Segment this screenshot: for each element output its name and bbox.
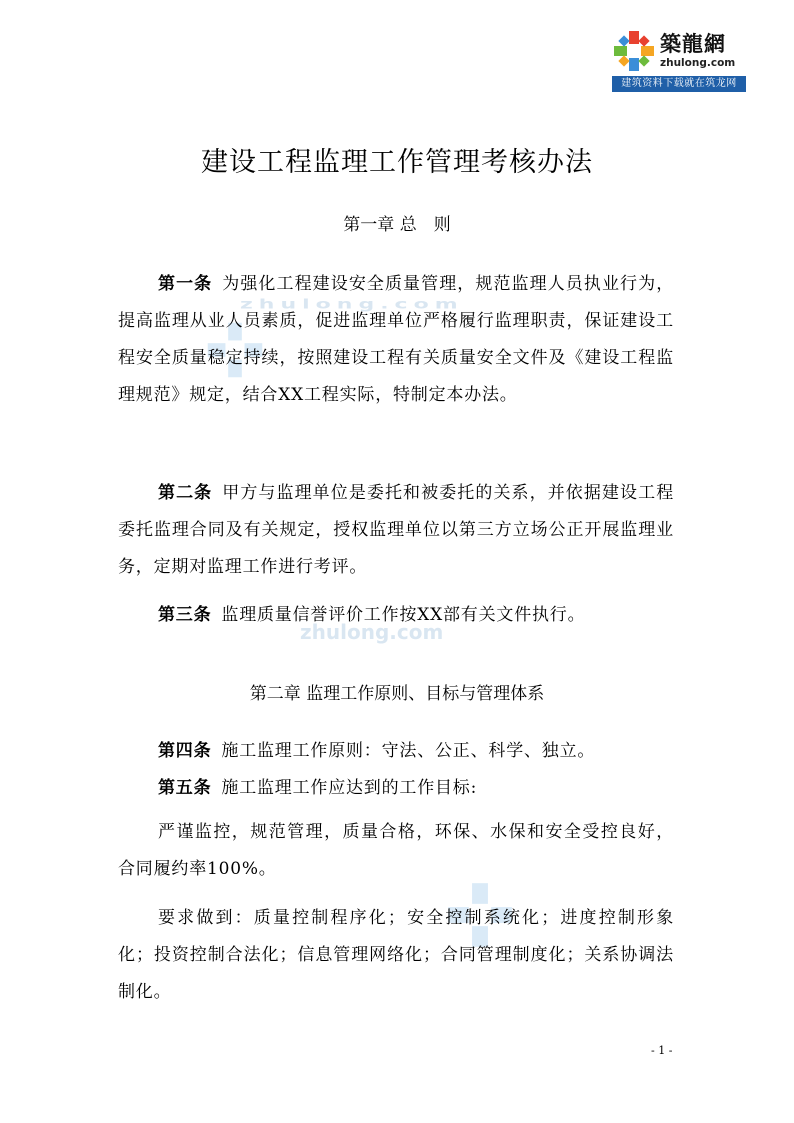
page-number: - 1 - (651, 1044, 673, 1057)
article-1-text: 为强化工程建设安全质量管理，规范监理人员执业行为，提高监理从业人员素质，促进监理单位严格履行监理职责，保证建设工程安全质量稳定持续，按照建设工程有关质量安全文件及《建设工程监理规范》规定，结合XX工程实际，特制定本办法。 (118, 274, 674, 405)
article-3-label: 第三条 (158, 605, 212, 625)
article-2-label: 第二条 (158, 483, 213, 503)
article-1 (118, 266, 674, 414)
logo-banner: 建筑资料下载就在筑龙网 (612, 76, 746, 92)
article-2-text: 甲方与监理单位是委托和被委托的关系，并依据建设工程委托监理合同及有关规定，授权监理单位以第三方立场公正开展监理业务，定期对监理工作进行考评。 (118, 483, 674, 577)
chapter-2-heading: 第二章 监理工作原则、目标与管理体系 (249, 684, 545, 704)
article-2 (118, 475, 674, 586)
article-4 (118, 733, 674, 770)
paragraph-requirements: 要求做到：质量控制程序化；安全控制系统化；进度控制形象化；投资控制合法化；信息管理网络化；合同管理制度化；关系协调法制化。 (118, 908, 674, 1002)
article-5-label: 第五条 (158, 778, 212, 798)
article-5 (118, 770, 674, 807)
logo-pinwheel-icon (612, 29, 656, 73)
article-4-text: 施工监理工作原则：守法、公正、科学、独立。 (221, 741, 596, 761)
logo-name: 築龍網 (660, 31, 726, 56)
logo-domain: zhulong.com (660, 56, 736, 69)
article-3-text: 监理质量信誉评价工作按XX部有关文件执行。 (221, 605, 586, 625)
zhulong-logo (612, 28, 746, 94)
document-title: 建设工程监理工作管理考核办法 (201, 147, 593, 178)
article-1-label: 第一条 (158, 274, 213, 294)
article-3 (118, 597, 674, 634)
watermark-text-middle: zhulong.com (300, 620, 444, 644)
watermark-text-top: zhulong.com (240, 297, 464, 312)
article-5-text: 施工监理工作应达到的工作目标: (221, 778, 478, 798)
article-4-label: 第四条 (158, 741, 212, 761)
paragraph-goals: 严谨监控，规范管理，质量合格，环保、水保和安全受控良好，合同履约率100%。 (118, 822, 674, 879)
chapter-1-heading: 第一章 总 则 (343, 215, 451, 235)
